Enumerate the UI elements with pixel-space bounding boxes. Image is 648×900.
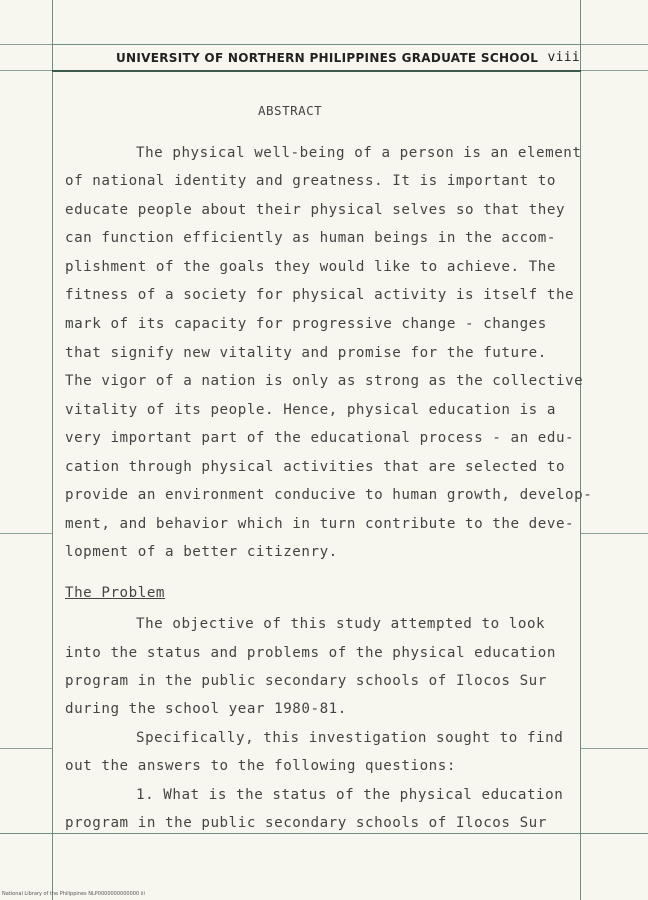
- text-line: that signify new vitality and promise for the future.: [65, 345, 547, 361]
- text-line: can function efficiently as human beings in the accom-: [65, 230, 556, 246]
- header-top-rule: [52, 44, 581, 45]
- text-line: mark of its capacity for progressive change - changes: [65, 316, 547, 332]
- text-line: out the answers to the following questions:: [65, 758, 456, 774]
- footer-rule: [0, 833, 648, 834]
- text-line: very important part of the educational process - an edu-: [65, 430, 575, 446]
- margin-tick: [0, 748, 52, 749]
- text-line: vitality of its people. Hence, physical education is a: [65, 402, 556, 418]
- margin-tick: [581, 44, 648, 45]
- margin-tick: [0, 533, 52, 534]
- text-line: program in the public secondary schools of Ilocos Sur: [65, 815, 547, 831]
- margin-tick: [581, 748, 648, 749]
- problem-heading: The Problem: [65, 585, 166, 601]
- text-line: The objective of this study attempted to look: [136, 616, 546, 632]
- institution-name: UNIVERSITY OF NORTHERN PHILIPPINES GRADUATE SCHOOL: [116, 51, 539, 65]
- text-line: of national identity and greatness. It is important to: [65, 173, 556, 189]
- text-line: plishment of the goals they would like to achieve. The: [65, 259, 556, 275]
- text-line: The vigor of a nation is only as strong as the collective: [65, 373, 584, 389]
- page-number: viii: [547, 50, 580, 65]
- text-line: Specifically, this investigation sought to find: [136, 730, 564, 746]
- text-line: during the school year 1980-81.: [65, 701, 347, 717]
- left-margin-rule: [52, 0, 53, 900]
- text-line: lopment of a better citizenry.: [65, 544, 338, 560]
- page-header: [116, 49, 580, 69]
- question-item: 1. What is the status of the physical education: [136, 787, 564, 803]
- text-line: The physical well-being of a person is an element: [136, 145, 582, 161]
- text-line: ment, and behavior which in turn contribute to the deve-: [65, 516, 575, 532]
- scan-footer-note: National Library of the Philippines NLP0000000000000 iii: [2, 891, 145, 897]
- text-line: program in the public secondary schools of Ilocos Sur: [65, 673, 547, 689]
- margin-tick: [581, 533, 648, 534]
- text-line: educate people about their physical selves so that they: [65, 202, 566, 218]
- abstract-heading: ABSTRACT: [258, 103, 323, 118]
- margin-tick: [0, 44, 52, 45]
- text-line: cation through physical activities that are selected to: [65, 459, 566, 475]
- text-line: provide an environment conducive to human growth, develop-: [65, 487, 593, 503]
- header-bottom-rule: [52, 70, 581, 72]
- text-line: fitness of a society for physical activity is itself the: [65, 287, 575, 303]
- margin-tick: [0, 70, 52, 71]
- right-margin-rule: [580, 0, 581, 900]
- margin-tick: [581, 70, 648, 71]
- text-line: into the status and problems of the physical education: [65, 645, 556, 661]
